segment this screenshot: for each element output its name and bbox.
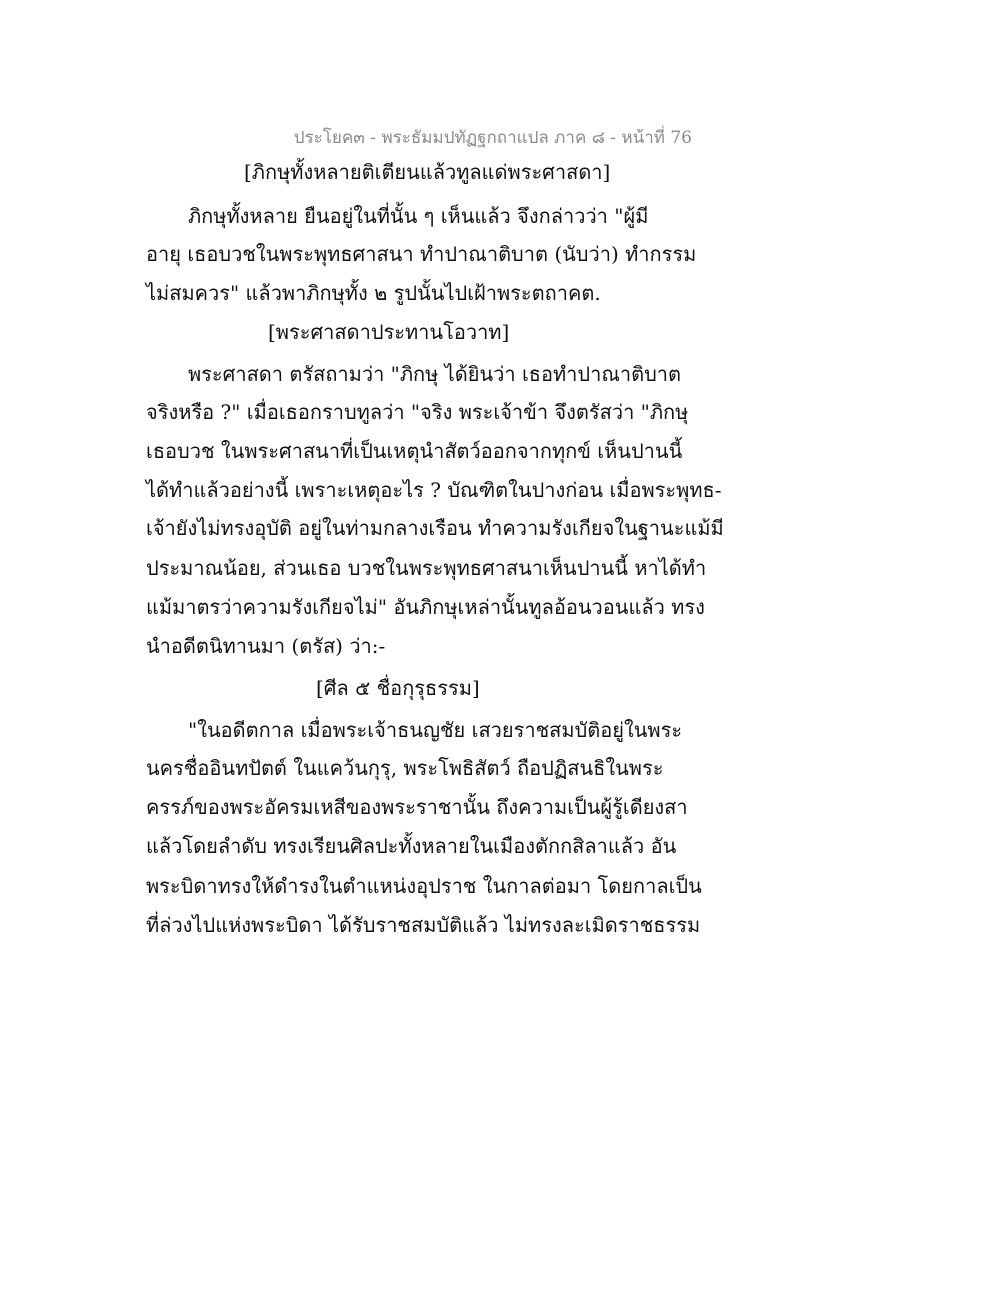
paragraph-line: พระบิดาทรงให้ดำรงในตำแหน่งอุปราช ในกาลต่อมา โดยกาลเป็น [146,874,702,898]
section-heading: [ศีล ๕ ชื่อกุรุธรรม] [316,676,480,700]
section-heading: [ภิกษุทั้งหลายติเตียนแล้วทูลแด่พระศาสดา] [244,160,611,184]
paragraph-line: ที่ล่วงไปแห่งพระบิดา ได้รับราชสมบัติแล้ว ไม่ทรงละเมิดราชธรรม [146,913,701,937]
paragraph-line: จริงหรือ ?" เมื่อเธอกราบทูลว่า "จริง พระเจ้าข้า จึงตรัสว่า "ภิกษุ [146,400,689,424]
paragraph-line: นครชื่ออินทปัตต์ ในแคว้นกุรุ, พระโพธิสัตว์ ถือปฏิสนธิในพระ [146,756,664,780]
paragraph-line: อายุ เธอบวชในพระพุทธศาสนา ทำปาณาติบาต (นับว่า) ทำกรรม [146,242,697,266]
section-heading: [พระศาสดาประทานโอวาท] [268,320,510,344]
paragraph-line: ไม่สมควร" แล้วพาภิกษุทั้ง ๒ รูปนั้นไปเฝ้าพระตถาคต. [146,281,601,305]
paragraph-line: เธอบวช ในพระศาสนาที่เป็นเหตุนำสัตว์ออกจากทุกข์ เห็นปานนี้ [146,439,683,463]
paragraph-line: แม้มาตรว่าความรังเกียจไม่" อันภิกษุเหล่านั้นทูลอ้อนวอนแล้ว ทรง [146,595,705,619]
paragraph-line: นำอดีตนิทานมา (ตรัส) ว่า:- [146,634,386,658]
paragraph-line: ภิกษุทั้งหลาย ยืนอยู่ในที่นั้น ๆ เห็นแล้ว จึงกล่าวว่า "ผู้มี [188,204,649,228]
running-header: ประโยค๓ - พระธัมมปทัฏฐกถาแปล ภาค ๘ - หน้าที่ 76 [293,128,692,148]
paragraph-line: ได้ทำแล้วอย่างนี้ เพราะเหตุอะไร ? บัณฑิตในปางก่อน เมื่อพระพุทธ- [146,478,722,502]
paragraph-line: พระศาสดา ตรัสถามว่า "ภิกษุ ได้ยินว่า เธอทำปาณาติบาต [188,362,682,386]
paragraph-line: ครรภ์ของพระอัครมเหสีของพระราชานั้น ถึงความเป็นผู้รู้เดียงสา [146,795,688,819]
paragraph-line: แล้วโดยลำดับ ทรงเรียนศิลปะทั้งหลายในเมืองตักกสิลาแล้ว อัน [146,834,677,858]
paragraph-line: "ในอดีตกาล เมื่อพระเจ้าธนญชัย เสวยราชสมบัติอยู่ในพระ [188,718,683,742]
paragraph-line: ประมาณน้อย, ส่วนเธอ บวชในพระพุทธศาสนาเห็นปานนี้ หาได้ทำ [146,556,707,580]
paragraph-line: เจ้ายังไม่ทรงอุบัติ อยู่ในท่ามกลางเรือน ทำความรังเกียจในฐานะแม้มี [146,516,724,540]
